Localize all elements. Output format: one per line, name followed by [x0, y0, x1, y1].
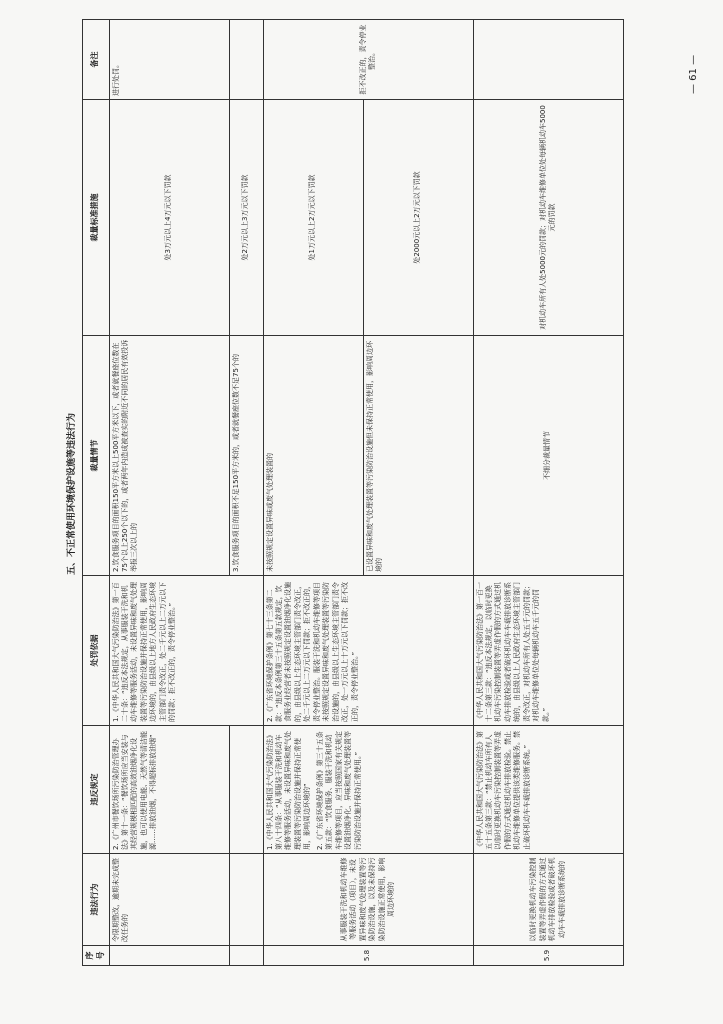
header-circ: 裁量情节 [83, 336, 110, 576]
table-row [263, 20, 363, 966]
cell-seq: 5.8 [263, 946, 473, 966]
header-row [83, 20, 110, 966]
table-row [473, 20, 623, 966]
regulation-table [82, 19, 624, 966]
cell-seq: 5.9 [473, 946, 623, 966]
cell-circ: 未按照规定设置异味或废气处理装置的 [263, 336, 363, 576]
header-basis: 处罚依据 [83, 576, 110, 726]
cell-std: 处2万元以上3万元以下罚款 [229, 100, 263, 336]
table-row [229, 20, 263, 966]
cell-circ: 已设置异味和废气处理装置等污染防治设施但未保持正常使用，影响周边环境的 [363, 336, 473, 576]
cell-std: 处3万元以上4万元以下罚款 [109, 100, 229, 336]
cell-std: 处2000元以上2万元以下罚款 [363, 100, 473, 336]
cell-basis: 2.《广东省环境保护条例》第七十三条第二款：“违反本条例第三十五条第五款规定，饮食服务业经营者未按照规定设置油烟净化设施的，由县级以上生态环境主管部门责令改正，处二千元以上二万元以下罚款；拒不改正的，责令停业整治。服装干洗和机动车维修等项目未按照规定设置异味和废气处理装置等污染防治设施的，由县级以上生态环境主管部门责令改正，处一万元以上十万元以下罚款；拒不改正的，责令停业整治。” [263, 576, 473, 726]
cell-std: 对机动车所有人处5000元的罚款；对机动车维修单位处每辆机动车5000元的罚款 [473, 100, 623, 336]
table-row [109, 20, 229, 966]
cell-act: 令限期整改，逾期未完成整改任务的 [109, 854, 229, 946]
header-seq: 序号 [83, 946, 110, 966]
page-number: — 61 — [688, 54, 699, 94]
header-act: 违法行为 [83, 854, 110, 946]
cell-note: 进行处罚。 [109, 20, 229, 100]
cell-rule: 《中华人民共和国大气污染防治法》第五十五条第三款：“禁止机动车所有人以临时更换机动车污染控制装置等弄虚作假的方式通过机动车排放检验。禁止机动车维修单位提供该类维修服务。禁止破坏机动车车载排放诊断系统。” [473, 726, 623, 854]
cell-basis: 1.《中华人民共和国大气污染防治法》第一百二十条：“违反本法规定，从事服装干洗和机动车维修等服务活动，未设置异味和废气处理装置等污染防治设施并保持正常使用，影响周边环境的，由县级以上地方人民政府生态环境主管部门责令改正，处二千元以上二万元以下的罚款；拒不改正的，责令停业整治。” [109, 576, 263, 726]
cell-note: 拒不改正的，责令停业整治。 [263, 20, 473, 100]
section-title: 五、不正常使用环境保护设施等违法行为 [67, 413, 77, 576]
cell-rule: 2.《广州市餐饮场所污染防治管理办法》第十一条：“餐饮场所应当安装与其经营规模相匹配的高效油烟净化设施，也可以使用电能、天然气等清洁能源……排放油烟，不得超标排放油烟” [109, 726, 229, 854]
cell-std: 处1万元以上2万元以下罚款 [263, 100, 363, 336]
header-rule: 违反规定 [83, 726, 110, 854]
cell-act: 从事服装干洗和机动车维修等服务活动（项目），未设置异味和废气处理装置等污染防治设施，以及未保持污染防治设施正常使用，影响周边环境的 [263, 854, 473, 946]
cell-circ: 不细分裁量情节 [473, 336, 623, 576]
header-note: 备注 [83, 20, 110, 100]
cell-circ: 3.饮食服务项目的面积不足150平方米的，或者就餐座位数不足75个的 [229, 336, 263, 576]
cell-rule: 1.《中华人民共和国大气污染防治法》第八十四条：“从事服装干洗和机动车维修等服务活动，未设置异味和废气处理装置等污染防治设施并保持正常使用，影响周边环境的” 2.《广东省环境保护条例》第三十五条第五款：“饮食服务、服装干洗和机动车维修等项目，应当按照国家有关规定设置油烟净化、异味和废气处理装置等污染防治设施并保持正常使用。” [263, 726, 473, 854]
cell-basis: 《中华人民共和国大气污染防治法》第一百一十二条第三款：“违反本法规定，以临时更换机动车污染控制装置等弄虚作假的方式通过机动车排放检验或者破坏机动车车载排放诊断系统的，由县级以上人民政府生态环境主管部门责令改正，对机动车所有人处五千元的罚款；对机动车维修单位处每辆机动车五千元的罚款。” [473, 576, 623, 726]
header-std: 裁量标准措施 [83, 100, 110, 336]
cell-circ: 2.饮食服务项目的面积150平方米以上500平方米以下，或者就餐座位数在75个以上250个以下的，或者两年内造成被查实的附近不同的居民有效投诉举报三次以上的 [109, 336, 229, 576]
cell-act: 以临时更换机动车污染控制装置等弄虚作假的方式通过机动车排放检验或者破坏机动车车载排放诊断系统的 [473, 854, 623, 946]
